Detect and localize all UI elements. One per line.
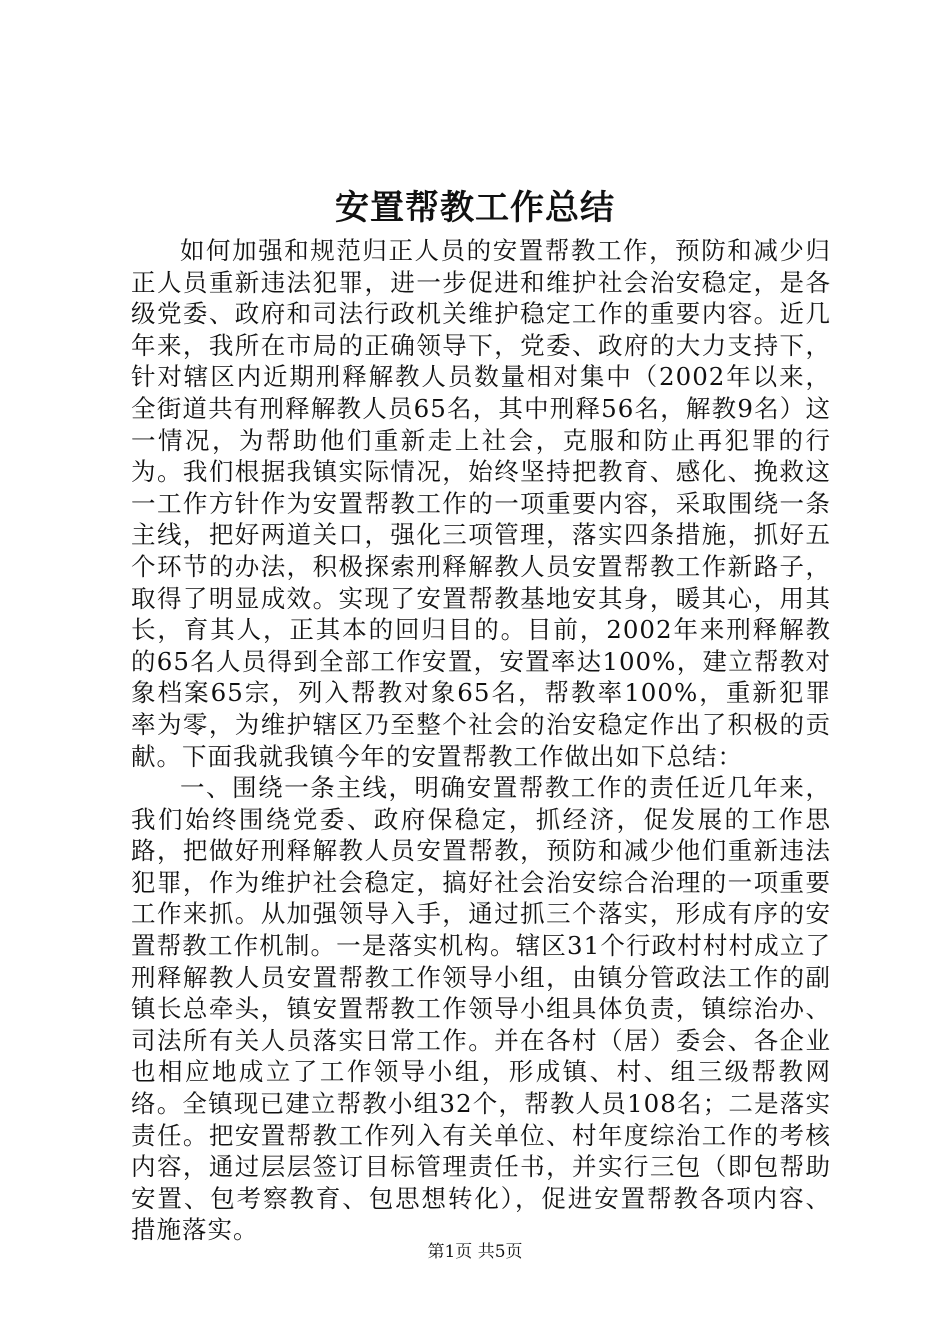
document-title: 安置帮教工作总结 (335, 188, 615, 228)
paragraph-section-one: 一、围绕一条主线，明确安置帮教工作的责任近几年来，我们始终围绕党委、政府保稳定，抓经济，促发展的工作思路，把做好刑释解教人员安置帮教，预防和减少他们重新违法犯罪，作为维护社会稳定，搞好社会治安综合治理的一项重要工作来抓。从加强领导入手，通过抓三个落实，形成有序的安置帮教工作机制。一是落实机构。辖区31个行政村村村成立了刑释解教人员安置帮教工作领导小组，由镇分管政法工作的副镇长总牵头，镇安置帮教工作领导小组具体负责，镇综治办、司法所有关人员落实日常工作。并在各村（居）委会、各企业也相应地成立了工作领导小组，形成镇、村、组三级帮教网络。全镇现已建立帮教小组32个，帮教人员108名；二是落实责任。把安置帮教工作列入有关单位、村年度综治工作的考核内容，通过层层签订目标管理责任书，并实行三包（即包帮助安置、包考察教育、包思想转化），促进安置帮教各项内容、措施落实。 (131, 773, 831, 1245)
document-body (131, 235, 831, 1246)
paragraph-intro: 如何加强和规范归正人员的安置帮教工作，预防和减少归正人员重新违法犯罪，进一步促进和维护社会治安稳定，是各级党委、政府和司法行政机关维护稳定工作的重要内容。近几年来，我所在市局的正确领导下，党委、政府的大力支持下，针对辖区内近期刑释解教人员数量相对集中（2002年以来，全街道共有刑释解教人员65名，其中刑释56名，解教9名）这一情况，为帮助他们重新走上社会，克服和防止再犯罪的行为。我们根据我镇实际情况，始终坚持把教育、感化、挽救这一工作方针作为安置帮教工作的一项重要内容，采取围绕一条主线，把好两道关口，强化三项管理，落实四条措施，抓好五个环节的办法，积极探索刑释解教人员安置帮教工作新路子，取得了明显成效。实现了安置帮教基地安其身，暖其心，用其长，育其人，正其本的回归目的。目前，2002年来刑释解教的65名人员得到全部工作安置，安置率达100%，建立帮教对象档案65宗，列入帮教对象65名，帮教率100%，重新犯罪率为零，为维护辖区乃至整个社会的治安稳定作出了积极的贡献。下面我就我镇今年的安置帮教工作做出如下总结： (131, 236, 831, 771)
page-number-footer: 第1页 共5页 (427, 1242, 523, 1262)
